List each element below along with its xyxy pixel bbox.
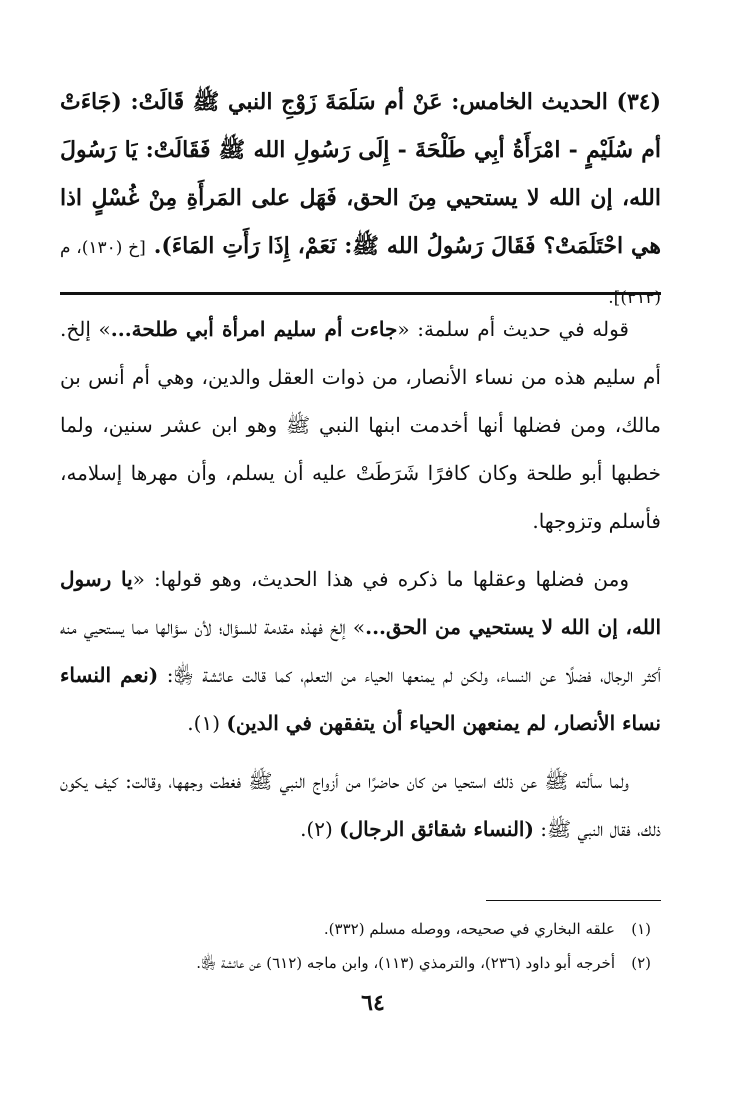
footnote-marker-2: (٢).: [300, 817, 340, 841]
p2-mid: » إلخ فهذه مقدمة للسؤال؛ لأن سؤالها مما يستحيي منه أكثر الرجال، فضلًا عن النساء، ولكن لم يمنعها الحياء من التعلم، كما قالت عائشة ﵂:: [60, 615, 661, 687]
p2-intro: ومن فضلها وعقلها ما ذكره في هذا الحديث، وهو قولها: «: [132, 567, 630, 591]
footnote-number: (٢): [631, 954, 651, 972]
p2-quote: يا رسول الله، إن الله لا يستحيي من الحق...: [60, 567, 661, 639]
commentary-paragraph-3: [60, 757, 661, 853]
p3-quote: (النساء شقائق الرجال): [339, 817, 534, 841]
section-divider: [60, 292, 661, 295]
p1-quote: جاءت أم سليم امرأة أبي طلحة...: [110, 317, 398, 341]
commentary-paragraph-1: [60, 305, 661, 545]
footnote-text: علقه البخاري في صحيحه، ووصله مسلم (٣٣٢).: [323, 920, 615, 938]
p2-quote-2: (نعم النساء نساء الأنصار، لم يمنعهن الحياء أن يتفقهن في الدين): [60, 663, 661, 735]
p1-rest: » إلخ. أم سليم هذه من نساء الأنصار، من ذوات العقل والدين، وهي أم أنس بن مالك، ومن فضلها أنها أخدمت ابنها النبي ﷺ وهو ابن عشر سنين، ولما خطبها أبو طلحة وكان كافرًا شَرَطَتْ عليه أن يسلم، وأن مهرها إسلامه، فأسلم وتزوجها.: [60, 317, 661, 533]
footnote-text: أخرجه أبو داود (٢٣٦)، والترمذي (١١٣)، وابن ماجه (٦١٢) عن عائشة ﵂.: [196, 954, 615, 972]
footnote-divider: [486, 900, 661, 901]
footnote-2: [60, 946, 651, 980]
hadith-text: [60, 78, 661, 322]
footnote-marker-1: (١).: [187, 711, 227, 735]
hadith-body: (٣٤) الحديث الخامس: عَنْ أم سَلَمَةَ زَوْجِ النبي ﷺ قَالَتْ: (جَاءَتْ أم سُلَيْمٍ - امْرَأَةُ أبِي طَلْحَةَ - إِلَى رَسُولِ الله ﷺ فَقَالَتْ: يَا رَسُولَ الله، إن الله لا يستحيي مِنَ الحق، فَهَل على المَرأَةِ مِنْ غُسْلٍ اذا هي احْتَلَمَتْ؟ فَقَالَ رَسُولُ الله ﷺ: نَعَمْ، إِذَا رَأَتِ المَاءَ).: [60, 89, 661, 259]
footnotes: [60, 912, 651, 980]
footnote-number: (١): [631, 920, 651, 938]
commentary-paragraph-2: [60, 555, 661, 747]
footnote-1: [60, 912, 651, 946]
commentary: [60, 305, 661, 853]
page-number: ٦٤: [361, 990, 385, 1016]
hadith-reference: [خ (١٣٠)، م (٣١٣)].: [60, 238, 661, 308]
p1-intro: قوله في حديث أم سلمة: «: [397, 317, 629, 341]
p3-intro: ولما سألته ﷺ عن ذلك استحيا من كان حاضرًا من أزواج النبي ﷺ فغطت وجهها، وقالت: كيف يكون ذلك، فقال النبي ﷺ:: [60, 769, 661, 841]
